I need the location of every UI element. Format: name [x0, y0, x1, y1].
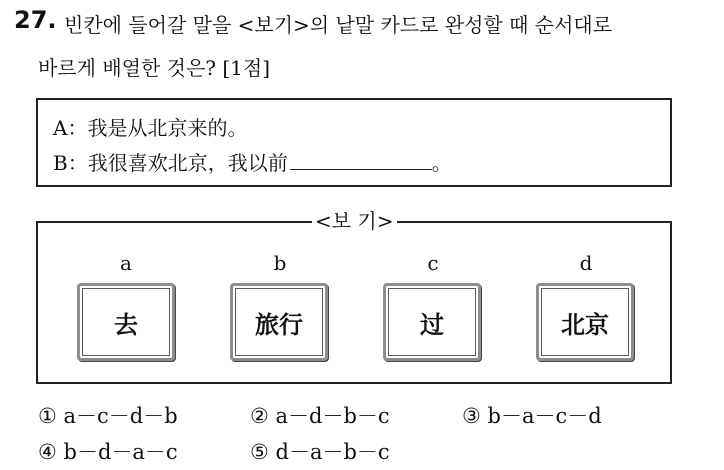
word-card-a [77, 283, 175, 361]
choice-3[interactable] [462, 400, 602, 430]
choice-4[interactable] [38, 436, 178, 466]
word-card-d [536, 283, 634, 361]
choice-5-text: d－a－b－c [275, 440, 390, 464]
choice-4-text: b－d－a－c [63, 440, 178, 464]
choice-3-label: ③ [462, 404, 481, 428]
question-number: 27. [14, 6, 57, 34]
dialogue-line-a: A：我是从北京来的。 [53, 116, 248, 140]
bogi-box [36, 209, 672, 384]
choice-5-label: ⑤ [250, 440, 269, 464]
word-card-d-text: 北京 [561, 310, 609, 339]
word-card-b [230, 283, 328, 361]
card-letter-b: b [273, 251, 287, 275]
word-card-c [383, 283, 481, 361]
word-card-b-text: 旅行 [255, 310, 303, 339]
answer-blank [290, 151, 432, 170]
dialogue-line-b-text: B：我很喜欢北京，我以前 [53, 151, 288, 175]
choice-1-label: ① [38, 404, 57, 428]
dialogue-line-b [53, 147, 452, 176]
question-text-line2: 바르게 배열한 것은? [1점] [38, 56, 271, 80]
question-text-line1: 빈칸에 들어갈 말을 <보기>의 낱말 카드로 완성할 때 순서대로 [64, 13, 613, 37]
card-letter-d: d [579, 251, 593, 275]
choice-2[interactable] [250, 400, 390, 430]
choice-1-text: a－c－d－b [63, 404, 178, 428]
bogi-title: <보 기> [312, 209, 397, 233]
choice-4-label: ④ [38, 440, 57, 464]
word-card-a-text: 去 [114, 310, 138, 339]
choice-2-text: a－d－b－c [275, 404, 390, 428]
choice-2-label: ② [250, 404, 269, 428]
dialogue-box [36, 98, 672, 187]
choice-5[interactable] [250, 436, 390, 466]
choice-1[interactable] [38, 400, 178, 430]
choice-3-text: b－a－c－d [487, 404, 602, 428]
dialogue-line-b-end: 。 [431, 151, 452, 175]
word-card-c-text: 过 [420, 310, 444, 339]
card-letter-c: c [427, 251, 439, 275]
card-letter-a: a [120, 251, 132, 275]
